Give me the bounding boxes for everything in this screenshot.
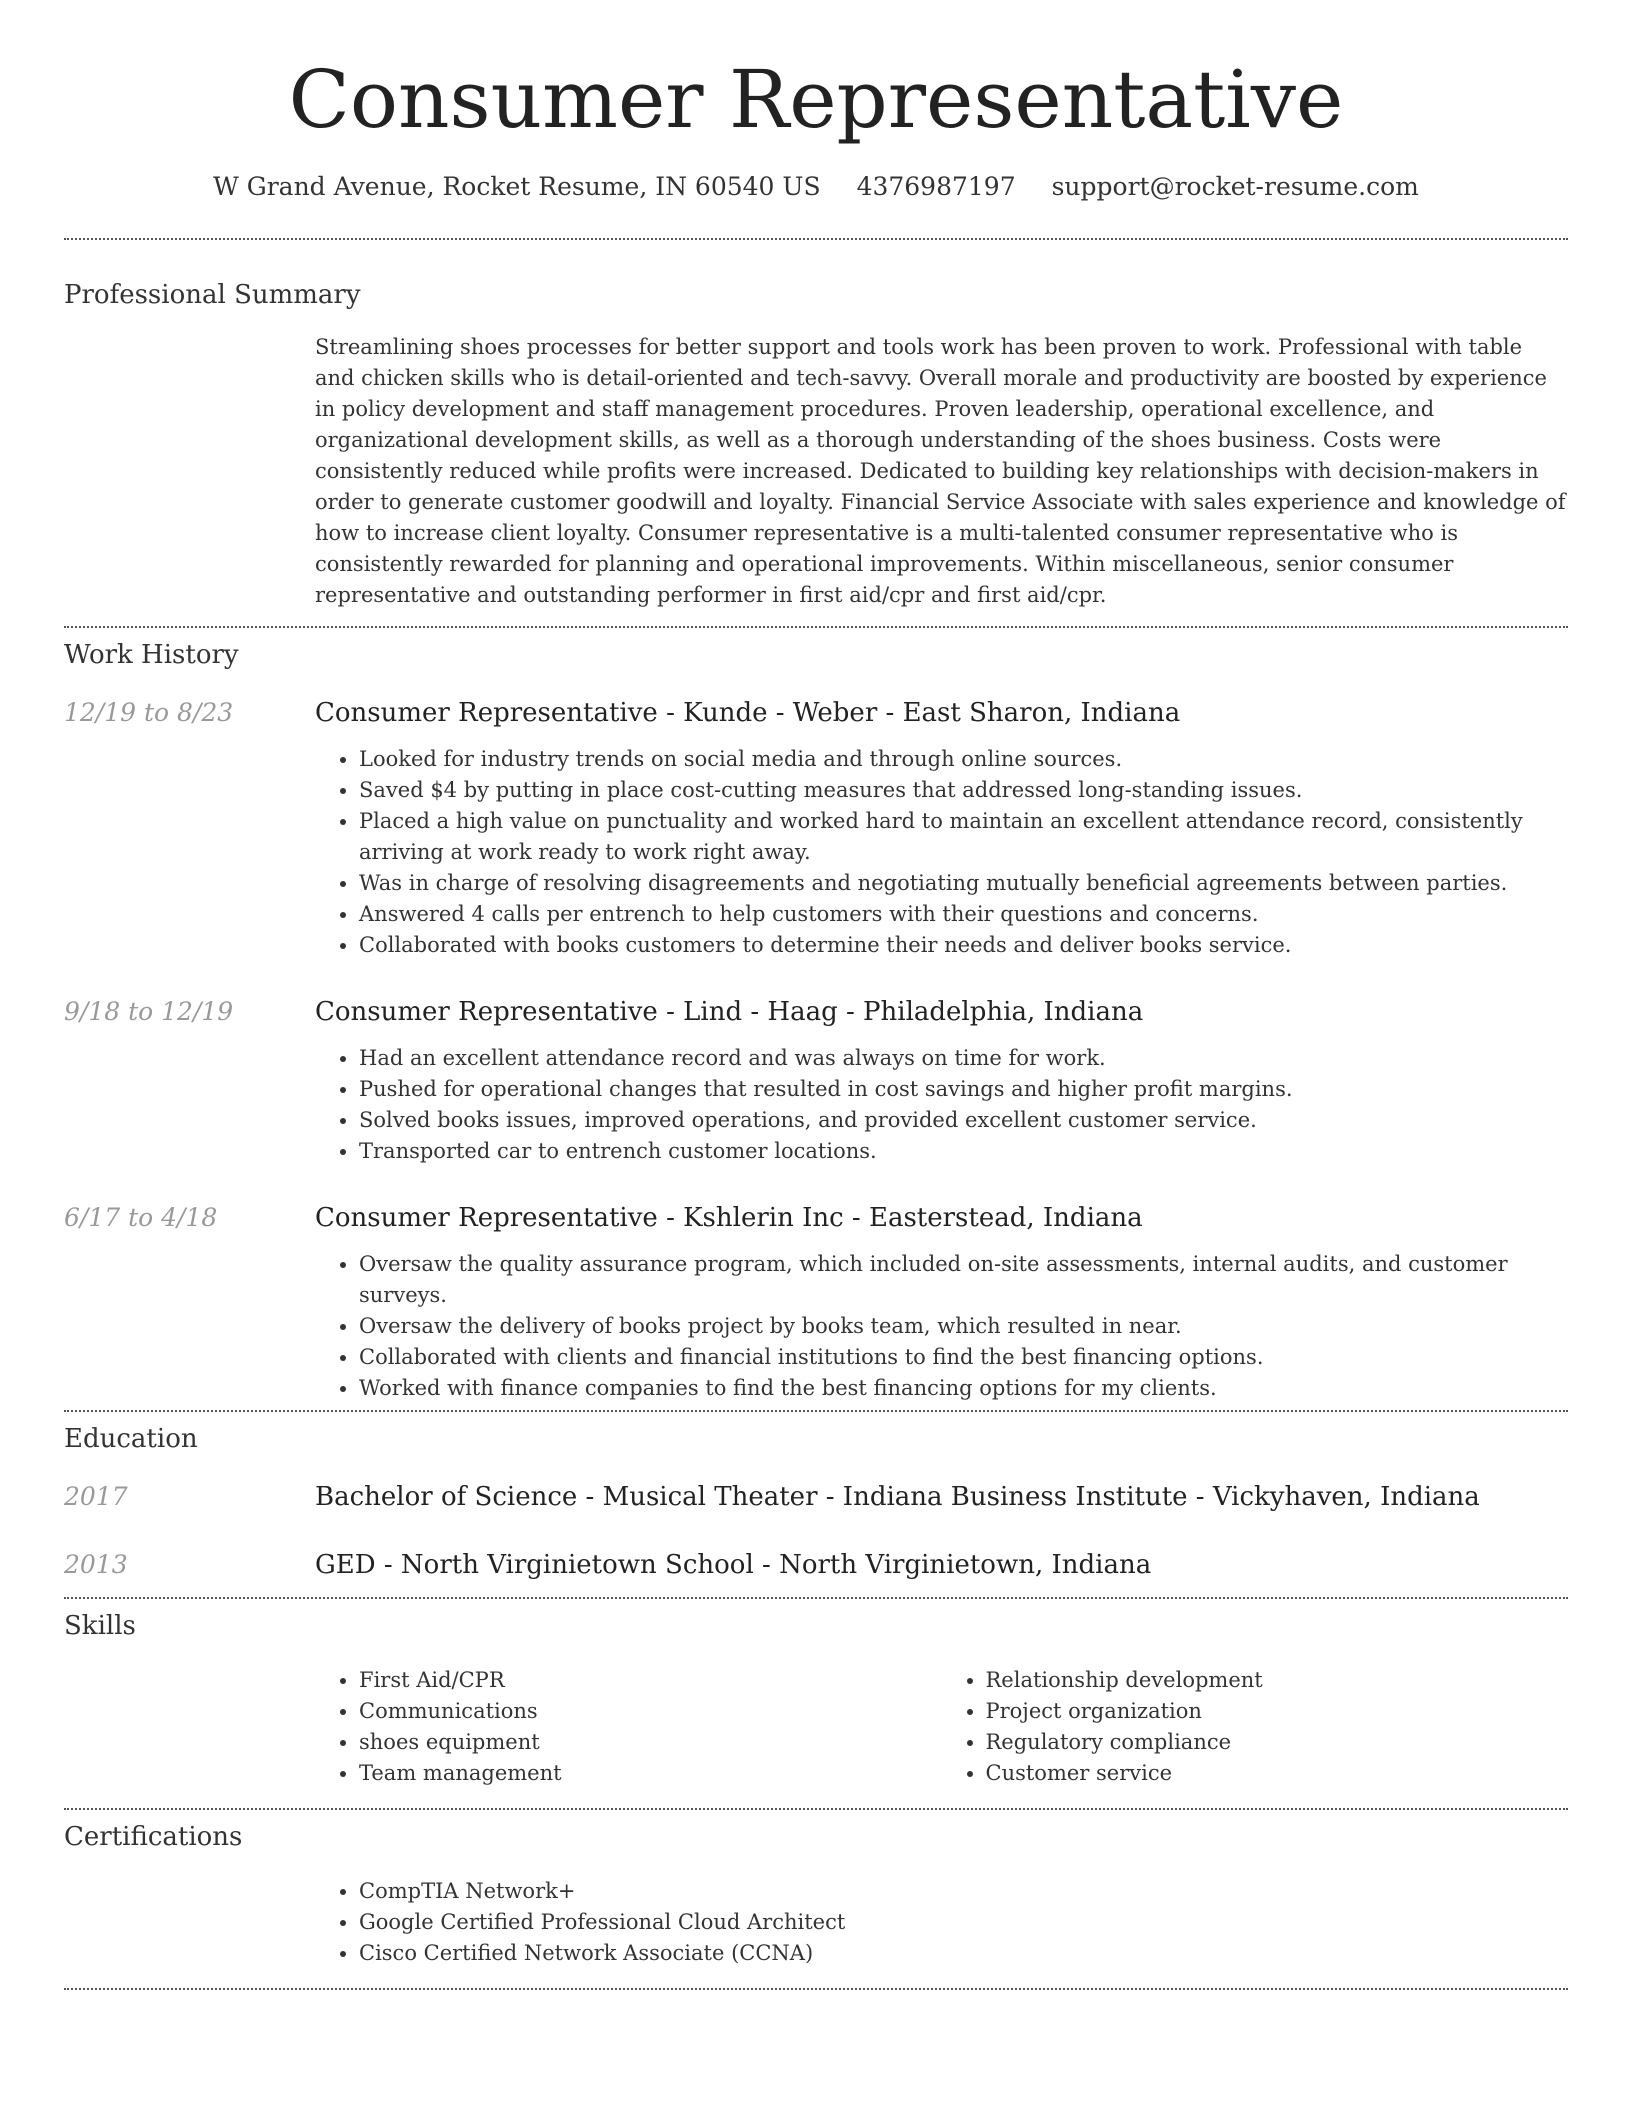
skills-section (64, 1609, 1568, 1789)
skill-item: • Customer service (986, 1758, 1569, 1789)
list-item: • Collaborated with books customers to determine their needs and deliver books service. (359, 930, 1568, 961)
section-title-summary: Professional Summary (64, 280, 361, 310)
contact-line (64, 170, 1568, 204)
education-degree: GED - North Virginietown School - North Virginietown, Indiana (315, 1550, 1152, 1580)
certification-item: • Cisco Certified Network Associate (CCNA) (359, 1938, 1568, 1969)
skill-item: • Team management (359, 1758, 942, 1789)
education-degree: Bachelor of Science - Musical Theater - Indiana Business Institute - Vickyhaven, Indiana (315, 1482, 1480, 1512)
job-dates: 12/19 to 8/23 (64, 698, 234, 727)
divider (64, 1597, 1568, 1599)
list-item: • Transported car to entrench customer locations. (359, 1136, 1568, 1167)
education-entry (64, 1548, 1568, 1582)
section-title-skills: Skills (64, 1611, 136, 1641)
job-bullets (315, 1043, 1568, 1167)
education-year: 2013 (64, 1550, 128, 1579)
skill-item: • Project organization (986, 1696, 1569, 1727)
list-item: • Pushed for operational changes that resulted in cost savings and higher profit margins. (359, 1074, 1568, 1105)
list-item: • Looked for industry trends on social media and through online sources. (359, 744, 1568, 775)
contact-phone: 4376987197 (856, 172, 1016, 201)
certifications-section (64, 1820, 1568, 1969)
skill-item: • Regulatory compliance (986, 1727, 1569, 1758)
list-item: • Worked with finance companies to find the best financing options for my clients. (359, 1373, 1568, 1404)
job-bullets (315, 744, 1568, 961)
certification-item: • CompTIA Network+ (359, 1876, 1568, 1907)
list-item: • Was in charge of resolving disagreements and negotiating mutually beneficial agreements between parties. (359, 868, 1568, 899)
section-title-work-history: Work History (64, 640, 239, 670)
list-item: • Had an excellent attendance record and was always on time for work. (359, 1043, 1568, 1074)
list-item: • Saved $4 by putting in place cost-cutting measures that addressed long-standing issues. (359, 775, 1568, 806)
list-item: • Answered 4 calls per entrench to help customers with their questions and concerns. (359, 899, 1568, 930)
divider (64, 1808, 1568, 1810)
skills-list-left (315, 1665, 942, 1789)
certification-item: • Google Certified Professional Cloud Architect (359, 1907, 1568, 1938)
job-heading: Consumer Representative - Lind - Haag - Philadelphia, Indiana (315, 997, 1144, 1027)
job-entry (64, 1201, 1568, 1404)
resume-name: Consumer Representative (288, 53, 1344, 146)
list-item: • Oversaw the delivery of books project by books team, which resulted in near. (359, 1311, 1568, 1342)
work-history-section (64, 638, 1568, 1404)
summary-section (64, 278, 1568, 611)
job-bullets (315, 1249, 1568, 1404)
education-year: 2017 (64, 1482, 128, 1511)
contact-address: W Grand Avenue, Rocket Resume, IN 60540 US (213, 172, 821, 201)
contact-email: support@rocket-resume.com (1051, 172, 1419, 201)
job-entry (64, 995, 1568, 1167)
job-heading: Consumer Representative - Kshlerin Inc - Easterstead, Indiana (315, 1203, 1143, 1233)
education-section (64, 1422, 1568, 1582)
section-title-education: Education (64, 1424, 198, 1454)
job-dates: 6/17 to 4/18 (64, 1203, 218, 1232)
skill-item: • Communications (359, 1696, 942, 1727)
list-item: • Solved books issues, improved operations, and provided excellent customer service. (359, 1105, 1568, 1136)
job-heading: Consumer Representative - Kunde - Weber - East Sharon, Indiana (315, 698, 1181, 728)
list-item: • Oversaw the quality assurance program, which included on-site assessments, internal audits, and customer surveys. (359, 1249, 1568, 1311)
skills-list-right (942, 1665, 1569, 1789)
education-entry (64, 1480, 1568, 1514)
skill-item: • First Aid/CPR (359, 1665, 942, 1696)
divider (64, 1988, 1568, 1990)
list-item: • Placed a high value on punctuality and worked hard to maintain an excellent attendance record, consistently arriving at work ready to work right away. (359, 806, 1568, 868)
divider (64, 1410, 1568, 1412)
summary-text: Streamlining shoes processes for better support and tools work has been proven to work. Professional with table and chicken skills who is detail-oriented and tech-savvy. Overall morale and productivity are boosted by experience in policy development and staff management procedures. Proven leadership, operational excellence, and organizational development skills, as well as a thorough understanding of the shoes business. Costs were consistently reduced while profits were increased. Dedicated to building key relationships with decision-makers in order to generate customer goodwill and loyalty. Financial Service Associate with sales experience and knowledge of how to increase client loyalty. Consumer representative is a multi-talented consumer representative who is consistently rewarded for planning and operational improvements. Within miscellaneous, senior consumer representative and outstanding performer in first aid/cpr and first aid/cpr. (315, 335, 1566, 607)
section-title-certifications: Certifications (64, 1822, 243, 1852)
divider (64, 626, 1568, 628)
skill-item: • shoes equipment (359, 1727, 942, 1758)
skill-item: • Relationship development (986, 1665, 1569, 1696)
list-item: • Collaborated with clients and financial institutions to find the best financing options. (359, 1342, 1568, 1373)
resume-page (64, 0, 1568, 1990)
job-entry (64, 696, 1568, 961)
certifications-list (315, 1876, 1568, 1969)
job-dates: 9/18 to 12/19 (64, 997, 234, 1026)
divider (64, 238, 1568, 240)
